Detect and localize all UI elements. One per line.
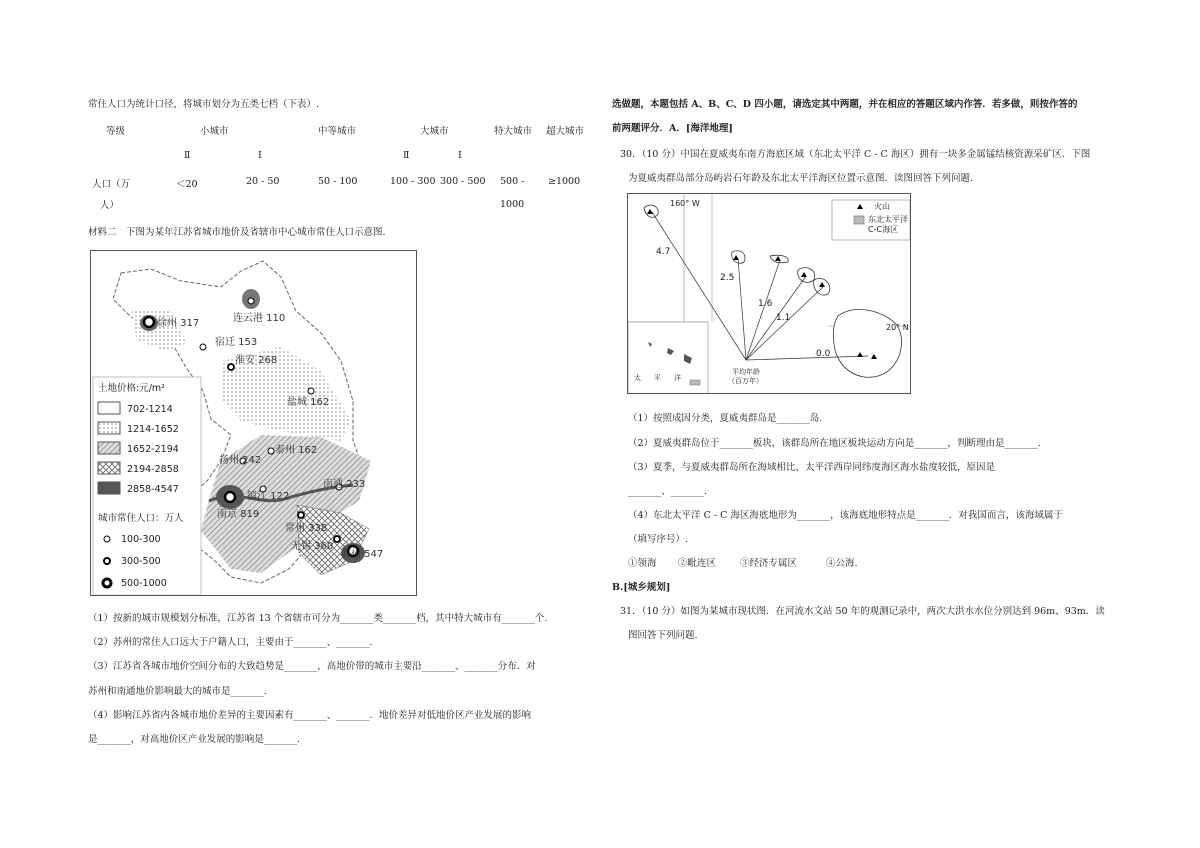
table-row-label: 人口（万 <box>92 179 131 190</box>
legend-pop-marker-1 <box>104 536 110 542</box>
city-wuxi-marker <box>334 536 340 542</box>
intro-text: 常住人口为统计口径，将城市划分为五类七档（下表）. <box>88 99 320 110</box>
question-30-1: （1）按照成因分类，夏威夷群岛是_______岛. <box>628 413 823 424</box>
legend-area-label-2: C-C海区 <box>868 225 899 234</box>
city-label-wuxi: 无锡 360 <box>291 541 334 552</box>
city-label-yancheng: 盐城 162 <box>287 397 330 408</box>
legend-pop-marker-2 <box>104 558 110 564</box>
option-eez: ③经济专属区 <box>740 558 798 569</box>
age-label: 0.0 <box>816 349 831 359</box>
table-header-medium: 中等城市 <box>318 126 357 137</box>
land-price-region-high <box>297 505 369 575</box>
table-header-supercity: 超大城市 <box>546 126 585 137</box>
pacific-label: 平 <box>654 374 661 382</box>
question-31-cont: 图回答下列问题. <box>628 630 698 641</box>
elective-heading-cont: 前两题评分．A．[海洋地理] <box>612 123 733 134</box>
question-30-3-cont: _______、_______. <box>628 486 708 497</box>
age-line-oahu <box>738 258 746 360</box>
table-header-megacity: 特大城市 <box>494 126 533 137</box>
elective-heading: 选做题，本题包括 A、B、C、D 四小题，请选定其中两题，并在相应的答题区域内作答．若多做，则按作答的 <box>612 99 1078 110</box>
legend-swatch-4 <box>98 462 120 474</box>
age-line-maui-east <box>746 286 824 360</box>
legend-swatch-3 <box>98 442 120 454</box>
option-contiguous-zone: ②毗连区 <box>678 558 717 569</box>
option-territorial-sea: ①领海 <box>628 558 657 569</box>
question-30-2: （2）夏威夷群岛位于_______板块，该群岛所在地区板块运动方向是_______，判断理由是_______. <box>628 438 1041 449</box>
legend-land-2: 1214-1652 <box>127 424 179 435</box>
city-taizhou-marker <box>268 448 274 454</box>
table-header-level: 等级 <box>106 126 126 137</box>
question-30-4: （4）东北太平洋 C - C 海区海底地形为_______，该海底地形特点是_______．对我国而言，该海域属于 <box>628 510 1063 521</box>
table-cell-cont: 1000 <box>500 199 525 210</box>
city-xuzhou-marker <box>144 317 154 327</box>
age-label: 1.1 <box>776 313 791 323</box>
question-30-cont: 为夏威夷群岛部分岛屿岩石年龄及东北太平洋海区位置示意图．读图回答下列问题. <box>628 173 974 184</box>
question-4: （4）影响江苏省内各城市地价差异的主要因素有_______、_______．地价差异对低地价区产业发展的影响 <box>88 710 532 721</box>
table-cell: 100 - 300 <box>390 176 436 187</box>
jiangsu-map-figure <box>91 251 417 596</box>
city-changzhou-marker <box>298 512 304 518</box>
legend-land-5: 2858-4547 <box>127 484 179 495</box>
city-lianyungang-marker <box>248 298 254 304</box>
city-label-lianyungang: 连云港 110 <box>233 313 286 324</box>
city-suqian-marker <box>200 344 206 350</box>
question-4-cont: 是_______，对高地价区产业发展的影响是_______. <box>88 734 301 745</box>
table-cell: ＜20 <box>176 179 198 190</box>
jiangsu-map <box>90 250 417 596</box>
average-age-label: 平均年龄 <box>732 368 760 376</box>
section-b-heading: B.[城乡规划] <box>612 582 671 593</box>
legend-pop-marker-3 <box>103 579 111 587</box>
hawaii-map-figure <box>628 194 911 394</box>
legend-pop-3: 500-1000 <box>121 578 167 589</box>
legend-pop-title: 城市常住人口：万人 <box>98 513 184 524</box>
city-label-suqian: 宿迁 153 <box>215 337 258 348</box>
legend-pop-1: 100-300 <box>121 534 161 545</box>
city-label-nanjing: 南京 819 <box>217 509 260 520</box>
city-yancheng-marker <box>308 388 314 394</box>
table-row-label-cont: 人） <box>100 200 120 211</box>
legend-land-4: 2194-2858 <box>127 464 179 475</box>
question-1: （1）按新的城市规模划分标准，江苏省 13 个省辖市可分为_______类_______档，其中特大城市有_______个. <box>88 613 548 624</box>
legend-volcano-label: 火山 <box>874 202 890 211</box>
map-legend <box>93 377 201 595</box>
city-label-taizhou: 泰州 162 <box>275 445 318 456</box>
table-tier: Ⅱ <box>184 150 191 161</box>
city-label-xuzhou: 徐州 317 <box>157 318 200 329</box>
question-3: （3）江苏省各城市地价空间分布的大致趋势是_______，高地价带的城市主要沿_______、_______分布．对 <box>88 661 536 672</box>
table-cell: ≥1000 <box>548 176 581 187</box>
city-nanjing-marker <box>225 492 235 502</box>
city-label-yangzhou: 扬州 242 <box>219 455 262 466</box>
city-label-changzhou: 常州 338 <box>285 523 328 534</box>
city-label-zhenjiang: 镇江 122 <box>247 491 290 502</box>
age-label: 1.6 <box>758 299 773 309</box>
question-3-cont: 苏州和南通地价影响最大的城市是_______. <box>88 686 267 697</box>
longitude-label: 160° W <box>670 199 700 208</box>
pacific-label: 太 <box>634 374 641 382</box>
table-header-small: 小城市 <box>200 126 229 137</box>
table-cell: 300 - 500 <box>440 176 486 187</box>
question-30: 30．（10 分）中国在夏威夷东南方海底区域（东北太平洋 C - C 海区）拥有一块多金属锰结核资源采矿区．下图 <box>620 149 1091 160</box>
age-label: 2.5 <box>720 273 735 283</box>
question-30-3: （3）夏季，与夏威夷群岛所在海域相比，太平洋西岸同纬度海区海水盐度较低，原因是 <box>628 462 996 473</box>
table-tier: Ⅰ <box>458 150 462 161</box>
table-header-large: 大城市 <box>420 126 449 137</box>
legend-pop-2: 300-500 <box>121 556 161 567</box>
legend-swatch-5 <box>98 482 120 494</box>
hawaii-map <box>627 193 911 394</box>
legend-area-label: 东北太平洋 <box>868 215 908 224</box>
pacific-label: 洋 <box>674 374 681 382</box>
legend-land-1: 702-1214 <box>127 404 173 415</box>
material-two-caption: 材料二 下图为某年江苏省城市地价及省辖市中心城市常住人口示意图. <box>88 227 386 238</box>
table-tier: Ⅱ <box>403 150 410 161</box>
inset-cc-area <box>690 380 700 385</box>
island-hawaii <box>833 310 901 378</box>
island-maui <box>798 268 815 283</box>
option-high-seas: ④公海. <box>826 558 858 569</box>
latitude-label: 20° N <box>886 323 909 332</box>
table-tier: Ⅰ <box>258 150 262 161</box>
city-label-suzhou: 苏州 547 <box>341 549 384 560</box>
city-huaian-marker <box>228 364 234 370</box>
legend-land-3: 1652-2194 <box>127 444 179 455</box>
table-cell: 50 - 100 <box>318 176 358 187</box>
table-cell: 20 - 50 <box>246 176 280 187</box>
legend-land-title: 土地价格:元/m² <box>98 383 165 394</box>
city-label-nantong: 南通 233 <box>323 479 366 490</box>
legend-swatch-2 <box>98 422 120 434</box>
average-age-unit: （百万年） <box>728 377 763 385</box>
city-label-huaian: 淮安 268 <box>235 355 278 366</box>
legend-cc-swatch <box>854 216 864 224</box>
legend-swatch-1 <box>98 402 120 414</box>
age-line-molokai <box>746 260 780 360</box>
question-30-4-cont: （填写序号）. <box>628 534 689 545</box>
table-cell: 500 - <box>500 176 525 187</box>
age-label: 4.7 <box>656 247 671 257</box>
question-31: 31．（10 分）如图为某城市现状图．在河流水文站 50 年的观测记录中，两次大洪水水位分别达到 96m、93m．读 <box>620 606 1105 617</box>
question-2: （2）苏州的常住人口远大于户籍人口，主要由于_______、_______. <box>88 637 373 648</box>
